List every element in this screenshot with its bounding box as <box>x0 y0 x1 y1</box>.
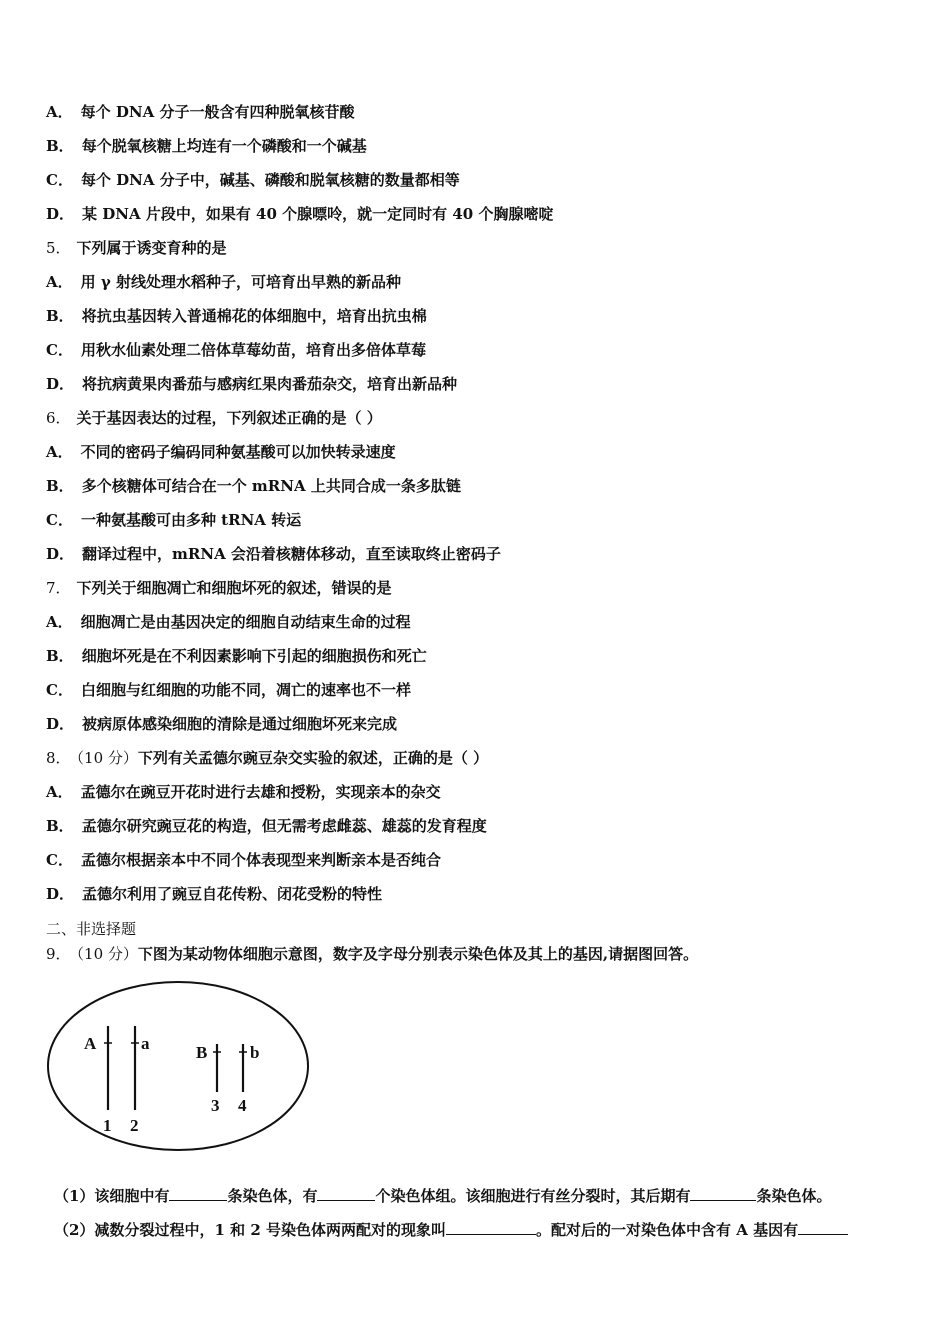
q5-option-d <box>46 374 457 394</box>
q5-stem <box>46 238 227 258</box>
q7-stem <box>46 578 392 598</box>
option-text: 将抗虫基因转入普通棉花的体细胞中，培育出抗虫棉 <box>81 307 427 325</box>
q8-option-d <box>46 884 382 904</box>
q4-option-d <box>46 204 553 224</box>
option-letter: A． <box>46 273 73 291</box>
question-score: （10 分） <box>76 945 138 963</box>
q8-stem <box>46 748 488 768</box>
option-letter: A． <box>46 783 73 801</box>
question-text: 下列属于诱变育种的是 <box>76 239 227 257</box>
option-text: 细胞凋亡是由基因决定的细胞自动结束生命的过程 <box>80 613 411 631</box>
option-text: 用秋水仙素处理二倍体草莓幼苗，培育出多倍体草莓 <box>80 341 426 359</box>
q4-option-a <box>46 102 354 122</box>
option-letter: D． <box>46 715 75 733</box>
gene-label-a: a <box>141 1034 150 1053</box>
q7-option-d <box>46 714 397 734</box>
cell-membrane <box>48 982 308 1150</box>
option-text: 某 DNA 片段中，如果有 40 个腺嘌呤，就一定同时有 40 个胸腺嘧啶 <box>82 205 554 223</box>
question-text: 下图为某动物体细胞示意图，数字及字母分别表示染色体及其上的基因,请据图回答。 <box>137 945 699 963</box>
gene-label-b: b <box>250 1043 260 1062</box>
q8-option-a <box>46 782 441 802</box>
option-letter: D． <box>46 885 75 903</box>
option-letter: B． <box>46 817 74 835</box>
option-text: 多个核糖体可结合在一个 mRNA 上共同合成一条多肽链 <box>81 477 461 495</box>
option-text: 孟德尔在豌豆开花时进行去雄和授粉，实现亲本的杂交 <box>80 783 441 801</box>
section-heading: 二、非选择题 <box>46 920 137 938</box>
sub2-part-1: （2）减数分裂过程中，1 和 2 号染色体两两配对的现象叫 <box>54 1221 446 1239</box>
sub1-part-2: 条染色体，有 <box>227 1187 318 1205</box>
q9-subquestion-2 <box>54 1220 848 1240</box>
option-text: 翻译过程中，mRNA 会沿着核糖体移动，直至读取终止密码子 <box>82 545 501 563</box>
chromosome-number-3: 3 <box>211 1096 220 1115</box>
q7-option-b <box>46 646 427 666</box>
option-text: 每个 DNA 分子中，碱基、磷酸和脱氧核糖的数量都相等 <box>80 171 460 189</box>
q6-option-c <box>46 510 301 530</box>
option-text: 一种氨基酸可由多种 tRNA 转运 <box>80 511 302 529</box>
option-text: 孟德尔根据亲本中不同个体表现型来判断亲本是否纯合 <box>80 851 441 869</box>
option-letter: C． <box>46 171 73 189</box>
q9-stem <box>46 944 698 964</box>
answer-blank[interactable] <box>169 1186 227 1201</box>
answer-blank[interactable] <box>317 1186 375 1201</box>
q9-subquestion-1 <box>54 1186 832 1206</box>
chromosome-number-4: 4 <box>238 1096 247 1115</box>
answer-blank[interactable] <box>690 1186 756 1201</box>
option-text: 用 γ 射线处理水稻种子，可培育出早熟的新品种 <box>80 273 401 291</box>
answer-blank[interactable] <box>798 1220 848 1235</box>
option-letter: B． <box>46 647 74 665</box>
q5-option-a <box>46 272 401 292</box>
option-letter: B． <box>46 307 74 325</box>
option-letter: B． <box>46 477 74 495</box>
question-text: 下列关于细胞凋亡和细胞坏死的叙述，错误的是 <box>76 579 392 597</box>
option-text: 不同的密码子编码同种氨基酸可以加快转录速度 <box>80 443 396 461</box>
question-text: 关于基因表达的过程，下列叙述正确的是（ ） <box>76 409 382 427</box>
option-text: 孟德尔研究豌豆花的构造，但无需考虑雌蕊、雄蕊的发育程度 <box>81 817 487 835</box>
q6-option-d <box>46 544 501 564</box>
option-letter: C． <box>46 681 73 699</box>
q4-option-b <box>46 136 367 156</box>
option-text: 每个 DNA 分子一般含有四种脱氧核苷酸 <box>80 103 355 121</box>
q5-option-b <box>46 306 427 326</box>
option-letter: A． <box>46 613 73 631</box>
question-text: 下列有关孟德尔豌豆杂交实验的叙述，正确的是（ ） <box>137 749 489 767</box>
option-letter: C． <box>46 511 73 529</box>
question-number: 8． <box>46 749 71 767</box>
option-letter: D． <box>46 375 75 393</box>
option-letter: A． <box>46 103 73 121</box>
sub1-part-3: 个染色体组。该细胞进行有丝分裂时，其后期有 <box>375 1187 691 1205</box>
q8-option-b <box>46 816 487 836</box>
option-text: 被病原体感染细胞的清除是通过细胞坏死来完成 <box>82 715 398 733</box>
option-letter: C． <box>46 851 73 869</box>
q7-option-c <box>46 680 411 700</box>
option-text: 将抗病黄果肉番茄与感病红果肉番茄杂交，培育出新品种 <box>82 375 458 393</box>
chromosome-number-1: 1 <box>103 1116 112 1135</box>
q4-option-c <box>46 170 460 190</box>
question-score: （10 分） <box>76 749 138 767</box>
q5-option-c <box>46 340 426 360</box>
q6-option-b <box>46 476 461 496</box>
q6-option-a <box>46 442 396 462</box>
gene-label-B: B <box>196 1043 208 1062</box>
question-number: 5． <box>46 239 71 257</box>
answer-blank[interactable] <box>446 1220 536 1235</box>
q7-option-a <box>46 612 411 632</box>
question-number: 9． <box>46 945 71 963</box>
q6-stem <box>46 408 382 428</box>
option-text: 白细胞与红细胞的功能不同，凋亡的速率也不一样 <box>80 681 411 699</box>
option-letter: A． <box>46 443 73 461</box>
cell-diagram <box>44 978 316 1154</box>
option-letter: C． <box>46 341 73 359</box>
option-text: 每个脱氧核糖上均连有一个磷酸和一个碱基 <box>81 137 367 155</box>
option-letter: D． <box>46 205 75 223</box>
option-text: 细胞坏死是在不利因素影响下引起的细胞损伤和死亡 <box>81 647 427 665</box>
option-letter: D． <box>46 545 75 563</box>
sub2-part-2: 。配对后的一对染色体中含有 A 基因有 <box>535 1221 799 1239</box>
question-number: 7． <box>46 579 71 597</box>
sub1-part-4: 条染色体。 <box>756 1187 832 1205</box>
option-letter: B． <box>46 137 74 155</box>
gene-label-A: A <box>84 1034 97 1053</box>
chromosome-number-2: 2 <box>130 1116 139 1135</box>
q8-option-c <box>46 850 441 870</box>
option-text: 孟德尔利用了豌豆自花传粉、闭花受粉的特性 <box>82 885 383 903</box>
question-number: 6． <box>46 409 71 427</box>
sub1-part-1: （1）该细胞中有 <box>54 1187 170 1205</box>
